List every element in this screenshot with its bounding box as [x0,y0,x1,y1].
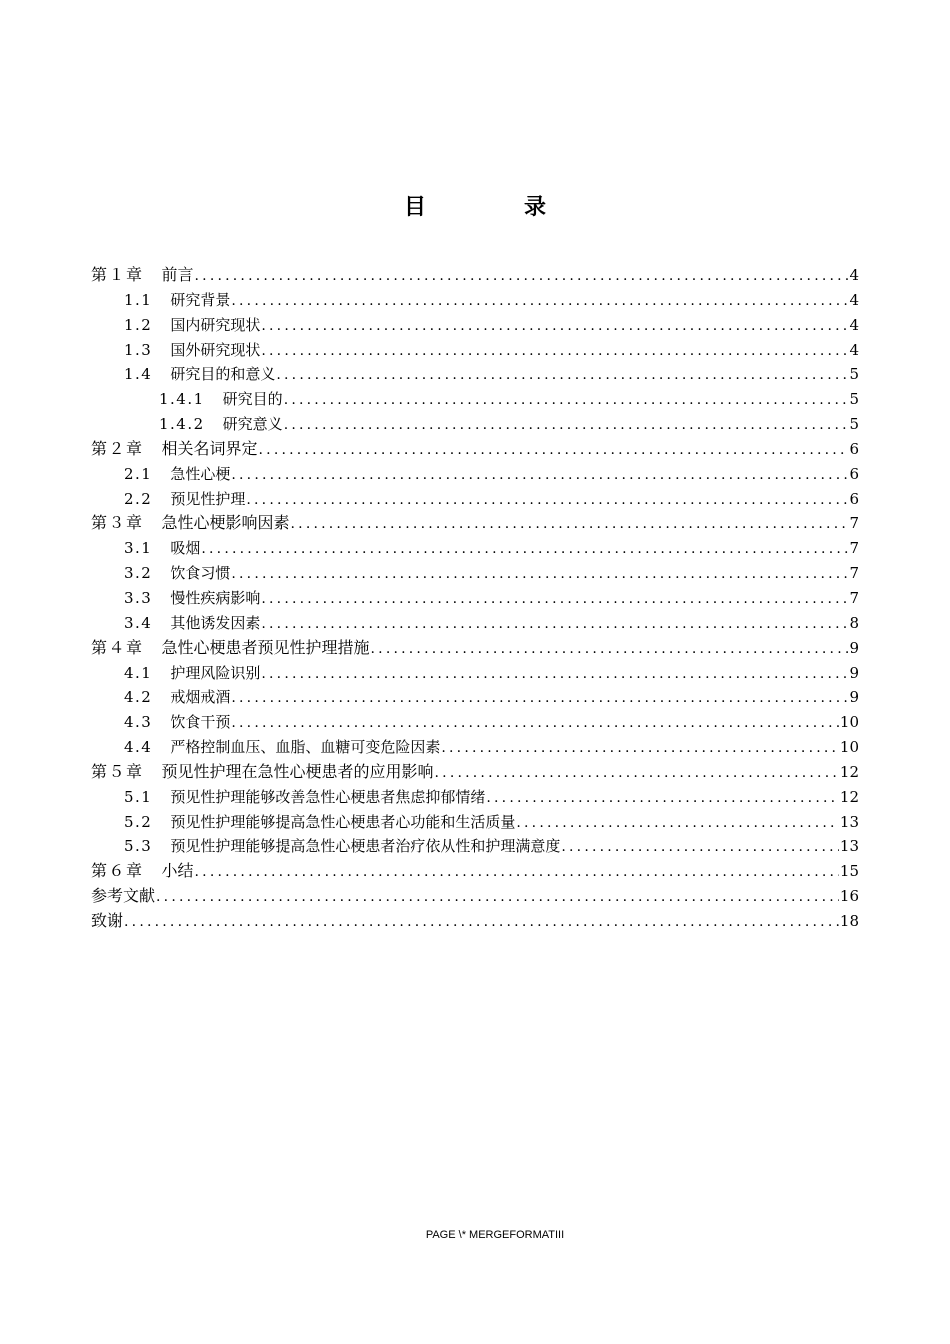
toc-entry-page-number: 7 [849,564,859,583]
toc-entry-number: 5.3 [124,837,153,856]
toc-entry-page-number: 6 [849,464,859,483]
toc-entry-label [124,834,560,859]
toc-entry[interactable] [91,611,859,636]
toc-entry-text: 饮食习惯 [170,564,231,583]
toc-entry-text: 严格控制血压、血脂、血糖可变危险因素 [170,738,441,757]
toc-entry-label [91,437,258,462]
toc-entry[interactable] [91,661,859,686]
toc-entry-number: 第３章 [91,513,144,533]
toc-entry-text: 研究目的 [222,390,283,409]
toc-entry[interactable] [91,437,859,462]
toc-entry-text: 参考文献 [91,886,156,906]
toc-entry-page-number: 9 [849,638,859,657]
toc-dot-leader [261,612,848,637]
toc-entry-text: 国内研究现状 [170,315,261,334]
toc-entry-text: 护理风险识别 [170,663,261,682]
toc-entry-label [124,735,440,760]
toc-entry[interactable] [91,760,859,785]
toc-entry-label [91,511,290,536]
toc-entry-label [124,338,260,363]
toc-dot-leader [195,264,849,289]
toc-entry-number: 3.4 [124,613,153,632]
toc-entry-number: 5.1 [124,787,153,806]
toc-entry-page-number: 7 [849,539,859,558]
toc-dot-leader [276,363,848,388]
toc-entry-text: 吸烟 [170,539,201,558]
toc-entry-page-number: 12 [839,787,859,806]
toc-dot-leader [124,910,839,935]
toc-entry[interactable] [91,810,859,835]
toc-entry-page-number: 6 [849,439,859,458]
toc-entry[interactable] [91,263,859,288]
toc-entry-page-number: 5 [849,415,859,434]
toc-entry-label [91,636,370,661]
toc-dot-leader [284,388,849,413]
toc-entry-number: 1.1 [124,290,153,309]
toc-entry-page-number: 4 [849,290,859,309]
toc-entry-page-number: 13 [839,837,859,856]
toc-entry-page-number: 18 [839,911,859,930]
toc-dot-leader [201,537,848,562]
toc-entry[interactable] [91,313,859,338]
toc-entry-text: 致谢 [91,910,124,930]
toc-entry-text: 前言 [161,265,194,284]
toc-entry-number: 1.3 [124,340,153,359]
toc-entry-label [124,561,230,586]
toc-entry-page-number: 16 [839,887,859,906]
toc-entry-page-number: 13 [839,812,859,831]
toc-entry[interactable] [91,511,859,536]
toc-entry-number: 4.4 [124,738,153,757]
toc-entry-text: 戒烟戒酒 [170,688,231,707]
toc-entry[interactable] [91,586,859,611]
toc-entry[interactable] [91,338,859,363]
toc-entry-number: 1.4.1 [159,390,205,409]
toc-entry-text: 预见性护理在急性心梗患者的应用影响 [161,761,434,781]
toc-entry[interactable] [91,288,859,313]
toc-dot-leader [261,662,848,687]
toc-entry[interactable] [91,636,859,661]
toc-entry-page-number: 4 [849,340,859,359]
toc-entry[interactable] [91,834,859,859]
toc-entry[interactable] [91,412,859,437]
toc-entry-page-number: 9 [849,688,859,707]
toc-entry[interactable] [91,884,859,909]
toc-entry[interactable] [91,462,859,487]
toc-entry[interactable] [91,487,859,512]
page-title: 目 录 [403,195,584,220]
toc-entry-number: 1.4 [124,365,153,384]
toc-entry-page-number: 7 [849,588,859,607]
toc-entry-label [91,263,194,288]
toc-dot-leader [231,289,848,314]
toc-entry-text: 小结 [161,861,194,881]
toc-entry-label [124,685,230,710]
toc-entry-number: 3.3 [124,588,153,607]
toc-entry-text: 预见性护理能够提高急性心梗患者心功能和生活质量 [170,812,516,831]
toc-entry-text: 研究目的和意义 [170,365,276,384]
toc-entry-label [124,462,230,487]
toc-entry[interactable] [91,561,859,586]
toc-entry-number: 4.2 [124,688,153,707]
toc-entry-label [91,760,434,785]
toc-dot-leader [231,711,839,736]
toc-entry[interactable] [91,785,859,810]
toc-dot-leader [435,761,839,786]
toc-entry-text: 相关名词界定 [161,438,258,458]
toc-dot-leader [516,811,839,836]
toc-entry-label [124,586,260,611]
toc-entry-number: 2.2 [124,489,153,508]
toc-entry-number: 5.2 [124,812,153,831]
toc-entry-number: 第２章 [91,438,144,458]
toc-entry-label [159,387,283,412]
toc-entry-text: 研究意义 [222,415,283,434]
toc-entry[interactable] [91,909,859,934]
toc-entry-number: 2.1 [124,464,153,483]
toc-dot-leader [231,463,848,488]
toc-entry-label [124,288,230,313]
toc-dot-leader [231,686,848,711]
toc-entry-number: 1.2 [124,315,153,334]
toc-entry[interactable] [91,685,859,710]
toc-entry-text: 急性心梗影响因素 [161,513,290,533]
toc-dot-leader [371,637,849,662]
toc-entry-text: 国外研究现状 [170,340,261,359]
toc-entry-number: 3.1 [124,539,153,558]
toc-entry-page-number: 9 [849,663,859,682]
toc-dot-leader [259,438,849,463]
toc-dot-leader [195,860,839,885]
toc-entry-page-number: 4 [849,315,859,334]
page-footer: PAGE \* MERGEFORMATIII [425,1229,565,1241]
toc-entry-label [124,661,260,686]
toc-entry-label [124,785,485,810]
toc-entry[interactable] [91,362,859,387]
toc-entry-text: 饮食干预 [170,713,231,732]
toc-entry-text: 其他诱发因素 [170,613,261,632]
toc-entry-label [124,710,230,735]
toc-entry-page-number: 8 [849,613,859,632]
toc-entry-label [124,810,515,835]
toc-entry-text: 预见性护理能够改善急性心梗患者焦虑抑郁情绪 [170,787,486,806]
toc-dot-leader [156,885,839,910]
toc-entry-label [124,536,200,561]
toc-entry[interactable] [91,859,859,884]
toc-entry-page-number: 10 [839,738,859,757]
toc-entry-label [124,611,260,636]
toc-dot-leader [246,488,848,513]
toc-dot-leader [291,512,849,537]
toc-entry[interactable] [91,710,859,735]
toc-entry-number: 4.1 [124,663,153,682]
toc-dot-leader [561,835,839,860]
toc-entry-text: 预见性护理能够提高急性心梗患者治疗依从性和护理满意度 [170,837,561,856]
toc-entry-page-number: 12 [839,762,859,781]
toc-entry-label [91,884,155,909]
toc-entry-label [124,487,245,512]
toc-entry-page-number: 5 [849,365,859,384]
toc-entry-text: 急性心梗 [170,464,231,483]
toc-entry-text: 预见性护理 [170,489,246,508]
toc-entry-number: 4.3 [124,713,153,732]
toc-entry[interactable] [91,735,859,760]
toc-entry-number: 第５章 [91,761,144,781]
toc-entry-page-number: 6 [849,489,859,508]
toc-dot-leader [486,786,839,811]
toc-entry-number: 第６章 [91,861,144,881]
toc-dot-leader [261,314,848,339]
toc-entry-number: 第１章 [91,265,144,284]
toc-entry-number: 1.4.2 [159,415,205,434]
toc-entry[interactable] [91,387,859,412]
toc-entry-page-number: 5 [849,390,859,409]
toc-entry-page-number: 10 [839,713,859,732]
toc-entry-label [159,412,283,437]
toc-entry-text: 急性心梗患者预见性护理措施 [161,637,370,657]
toc-entry-text: 慢性疾病影响 [170,588,261,607]
toc-entry-label [124,313,260,338]
toc-entry-text: 研究背景 [170,290,231,309]
toc-entry[interactable] [91,536,859,561]
toc-entry-page-number: 4 [849,266,859,284]
toc-dot-leader [231,562,848,587]
toc-entry-label [91,859,194,884]
toc-entry-number: 3.2 [124,564,153,583]
toc-entry-label [91,909,123,934]
toc-entry-page-number: 15 [839,862,859,881]
toc-dot-leader [261,339,848,364]
toc-entry-label [124,362,275,387]
toc-dot-leader [284,413,849,438]
toc-entry-number: 第４章 [91,637,144,657]
toc-dot-leader [261,587,848,612]
toc-dot-leader [441,736,839,761]
table-of-contents [91,263,859,934]
toc-entry-page-number: 7 [849,514,859,533]
